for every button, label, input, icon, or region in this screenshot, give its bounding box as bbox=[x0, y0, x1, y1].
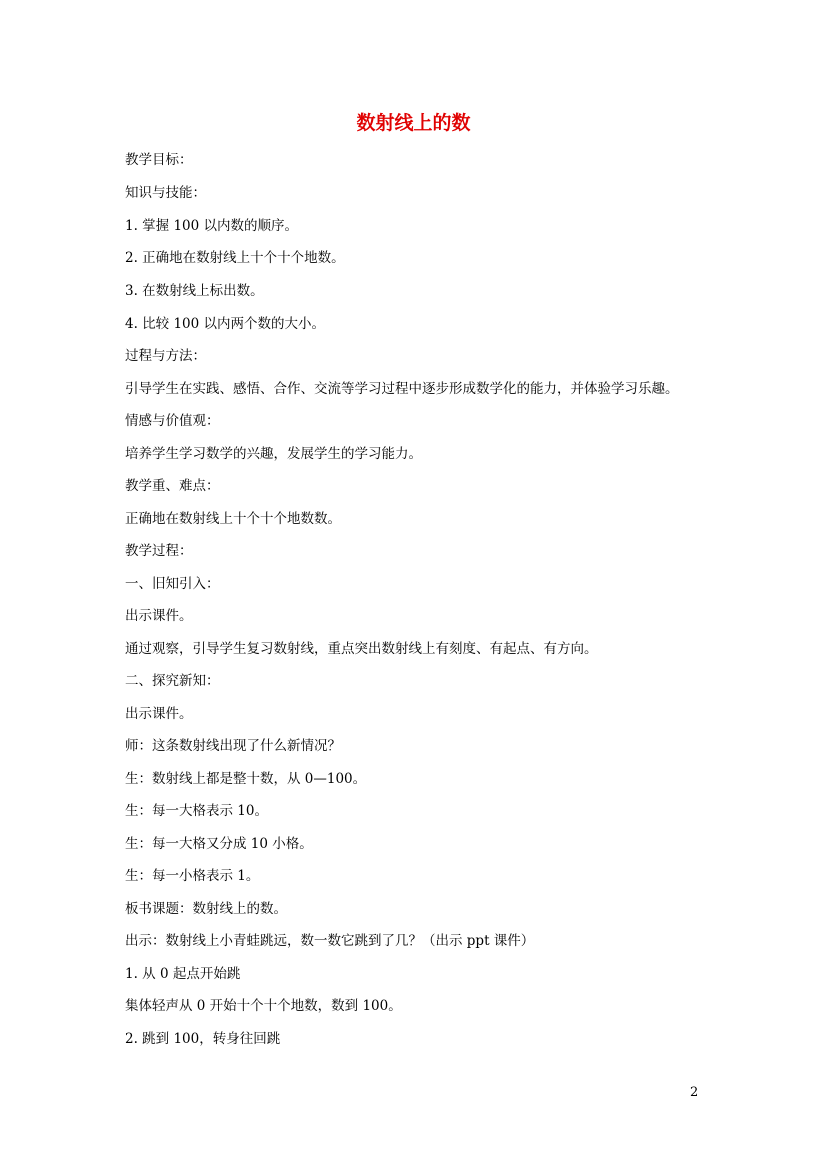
text-line: 2. 跳到 100，转身往回跳 bbox=[125, 1031, 281, 1047]
text-line: 集体轻声从 0 开始十个十个地数，数到 100。 bbox=[125, 998, 402, 1014]
text-line: 1. 从 0 起点开始跳 bbox=[125, 966, 241, 982]
text-line: 正确地在数射线上十个十个地数数。 bbox=[125, 511, 341, 527]
text-line: 知识与技能： bbox=[125, 185, 206, 201]
text-line: 出示课件。 bbox=[125, 706, 193, 722]
text-line: 出示：数射线上小青蛙跳远，数一数它跳到了几？（出示 ppt 课件） bbox=[125, 933, 535, 949]
text-line: 生：每一大格表示 10。 bbox=[125, 803, 268, 819]
text-line: 引导学生在实践、感悟、合作、交流等学习过程中逐步形成数学化的能力，并体验学习乐趣。 bbox=[125, 381, 679, 397]
text-line: 3. 在数射线上标出数。 bbox=[125, 283, 264, 299]
text-line: 通过观察，引导学生复习数射线，重点突出数射线上有刻度、有起点、有方向。 bbox=[125, 641, 598, 657]
text-line: 生：每一小格表示 1。 bbox=[125, 868, 260, 884]
text-line: 情感与价值观： bbox=[125, 413, 220, 429]
text-line: 师：这条数射线出现了什么新情况？ bbox=[125, 738, 341, 754]
text-line: 生：每一大格又分成 10 小格。 bbox=[125, 836, 313, 852]
text-line: 教学过程： bbox=[125, 543, 193, 559]
text-line: 2. 正确地在数射线上十个十个地数。 bbox=[125, 250, 345, 266]
document-title: 数射线上的数 bbox=[356, 112, 471, 134]
text-line: 一、旧知引入： bbox=[125, 576, 220, 592]
text-line: 培养学生学习数学的兴趣，发展学生的学习能力。 bbox=[125, 446, 422, 462]
text-line: 二、探究新知： bbox=[125, 673, 220, 689]
text-line: 教学重、难点： bbox=[125, 478, 220, 494]
text-line: 板书课题：数射线上的数。 bbox=[125, 901, 287, 917]
text-line: 教学目标： bbox=[125, 152, 193, 168]
page-number: 2 bbox=[690, 1085, 699, 1100]
text-line: 1. 掌握 100 以内数的顺序。 bbox=[125, 218, 299, 234]
text-line: 生：数射线上都是整十数，从 0—100。 bbox=[125, 771, 367, 787]
text-line: 4. 比较 100 以内两个数的大小。 bbox=[125, 316, 326, 332]
text-line: 出示课件。 bbox=[125, 608, 193, 624]
text-line: 过程与方法： bbox=[125, 348, 206, 364]
